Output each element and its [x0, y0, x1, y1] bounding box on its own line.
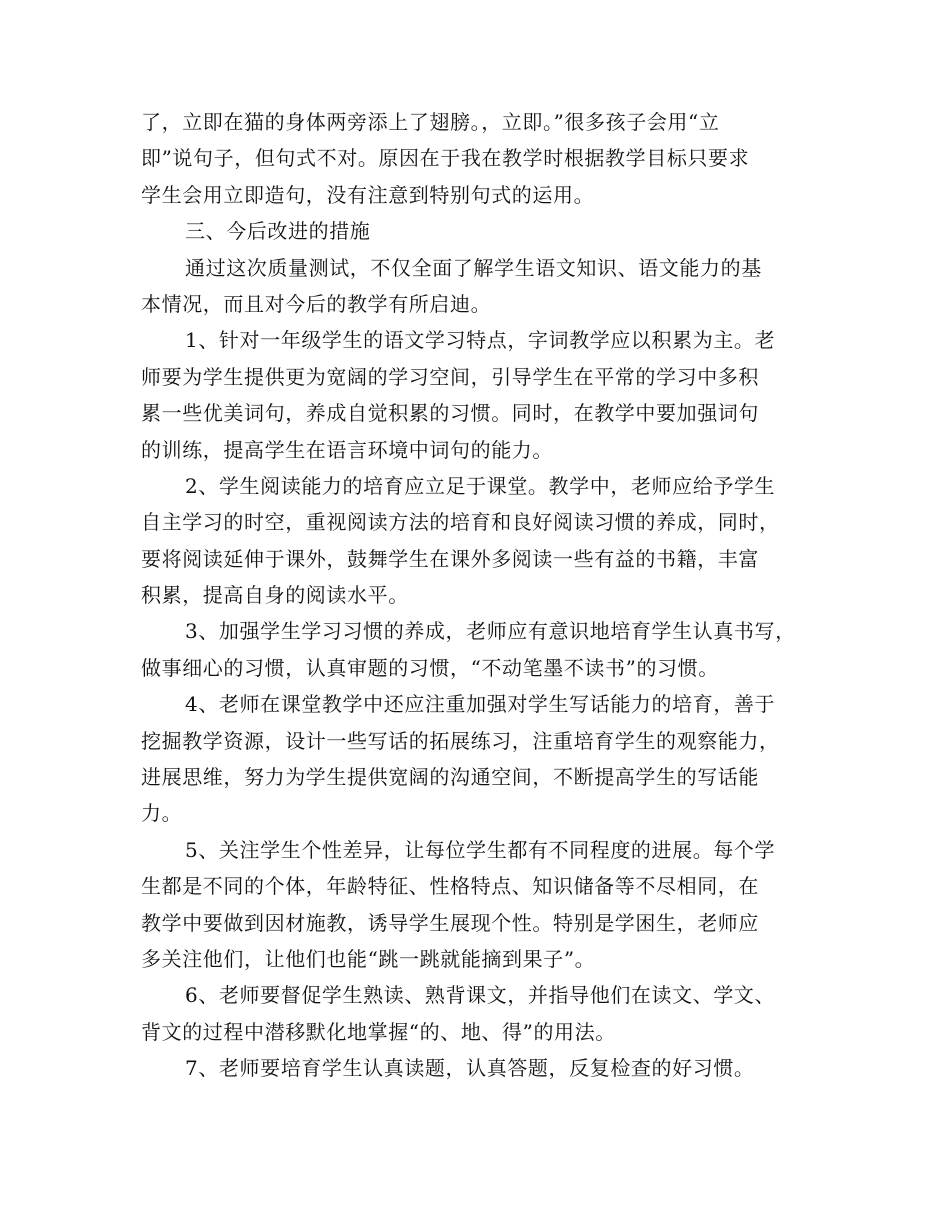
text-line: 挖掘教学资源，设计一些写话的拓展练习，注重培育学生的观察能力，: [141, 728, 780, 753]
text-line: 1、针对一年级学生的语文学习特点，字词教学应以积累为主。老: [185, 328, 776, 353]
text-line: 3、加强学生学习习惯的养成，老师应有意识地培育学生认真书写，: [185, 619, 796, 644]
text-line: 师要为学生提供更为宽阔的学习空间，引导学生在平常的学习中多积: [141, 364, 759, 389]
text-line: 了，立即在猫的身体两旁添上了翅膀。，立即。”很多孩子会用“立: [141, 110, 720, 134]
text-line: 要将阅读延伸于课外，鼓舞学生在课外多阅读一些有益的书籍，丰富: [141, 546, 759, 571]
text-line: 的训练，提高学生在语言环境中词句的能力。: [141, 437, 553, 462]
text-line: 7、老师要培育学生认真读题，认真答题，反复检查的好习惯。: [185, 1056, 755, 1081]
text-line: 累一些优美词句，养成自觉积累的习惯。同时，在教学中要加强词句: [141, 401, 759, 426]
text-line: 做事细心的习惯，认真审题的习惯，“不动笔墨不读书”的习惯。: [141, 655, 719, 680]
text-line: 背文的过程中潜移默化地掌握“的、地、得”的用法。: [141, 1019, 616, 1044]
text-line: 多关注他们，让他们也能“跳一跳就能摘到果子”。: [141, 946, 596, 971]
text-line: 进展思维，努力为学生提供宽阔的沟通空间，不断提高学生的写话能: [141, 765, 759, 790]
text-line: 通过这次质量测试，不仅全面了解学生语文知识、语文能力的基: [185, 255, 762, 280]
text-line: 4、老师在课堂教学中还应注重加强对学生写话能力的培育，善于: [185, 692, 776, 717]
text-line: 即”说句子，但句式不对。原因在于我在教学时根据教学目标只要求: [141, 146, 750, 171]
text-line: 自主学习的时空，重视阅读方法的培育和良好阅读习惯的养成，同时，: [141, 510, 780, 535]
text-line: 2、学生阅读能力的培育应立足于课堂。教学中，老师应给予学生: [185, 473, 776, 498]
text-line: 积累，提高自身的阅读水平。: [141, 583, 409, 608]
text-line: 5、关注学生个性差异，让每位学生都有不同程度的进展。每个学: [185, 837, 776, 862]
text-line: 6、老师要督促学生熟读、熟背课文，并指导他们在读文、学文、: [185, 983, 776, 1008]
text-line: 力。: [141, 801, 183, 826]
text-line: 三、今后改进的措施: [185, 219, 371, 244]
text-line: 教学中要做到因材施教，诱导学生展现个性。特别是学困生，老师应: [141, 910, 759, 935]
text-line: 本情况，而且对今后的教学有所启迪。: [141, 291, 492, 316]
document-body: [141, 104, 811, 1087]
text-line: 生都是不同的个体，年龄特征、性格特点、知识储备等不尽相同，在: [141, 874, 759, 899]
text-line: 学生会用立即造句，没有注意到特别句式的运用。: [141, 182, 595, 207]
